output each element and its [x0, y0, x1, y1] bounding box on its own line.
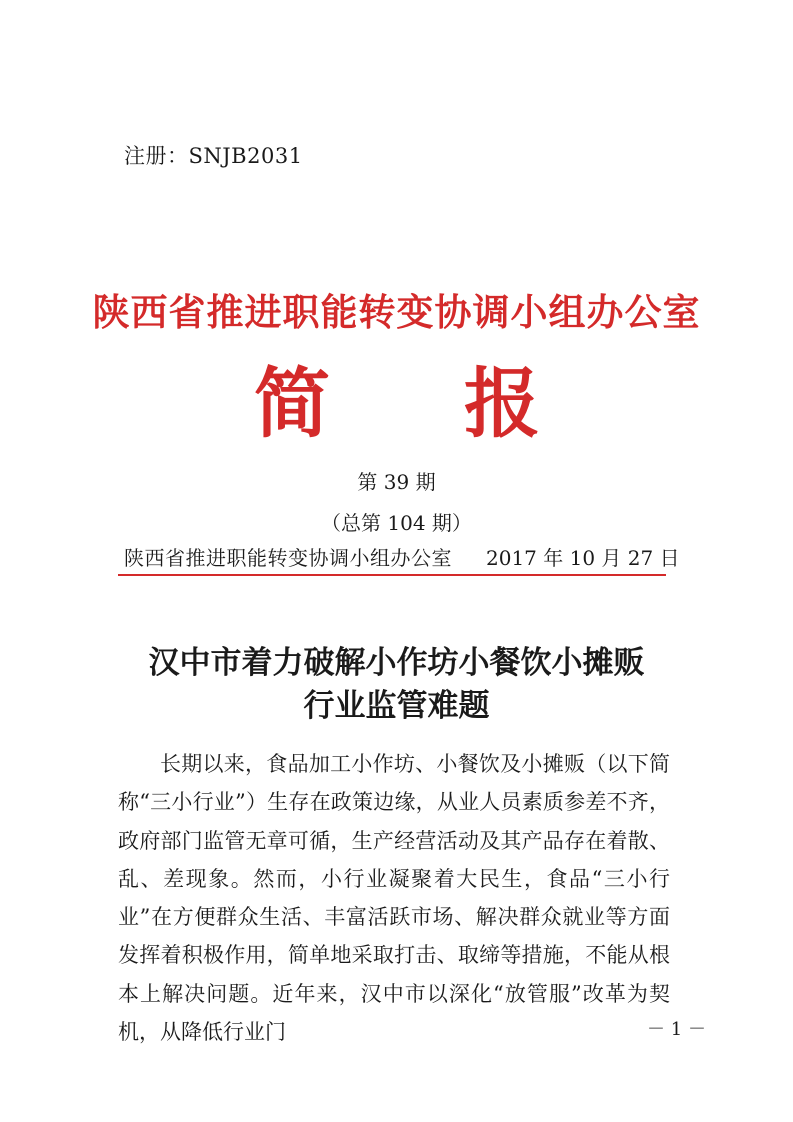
issuer-line: 陕西省推进职能转变协调小组办公室: [124, 546, 452, 570]
issue-date: 2017 年 10 月 27 日: [486, 546, 680, 570]
issue-number: 第 39 期: [357, 470, 436, 494]
doc-type-title-char2: 报: [464, 359, 540, 448]
total-issue-number: （总第 104 期）: [321, 511, 472, 535]
issuing-organization-header: 陕西省推进职能转变协调小组办公室: [92, 291, 701, 334]
red-divider-rule: [118, 574, 666, 576]
article-paragraph: 长期以来，食品加工小作坊、小餐饮及小摊贩（以下简称“三小行业”）生存在政策边缘，从业人员素质参差不齐，政府部门监管无章可循，生产经营活动及其产品存在着散、乱、差现象。然而，小行业凝聚着大民生，食品“三小行业”在方便群众生活、丰富活跃市场、解决群众就业等方面发挥着积极作用，简单地采取打击、取缔等措施，不能从根本上解决问题。近年来，汉中市以深化“放管服”改革为契机，从降低行业门: [118, 752, 670, 1045]
page-number: － 1 －: [647, 1019, 706, 1040]
registration-number: 注册：SNJB2031: [124, 144, 303, 168]
article-title-line1: 汉中市着力破解小作坊小餐饮小摊贩: [148, 645, 645, 681]
article-title-line2: 行业监管难题: [303, 688, 490, 724]
doc-type-title-char1: 简: [254, 359, 330, 448]
